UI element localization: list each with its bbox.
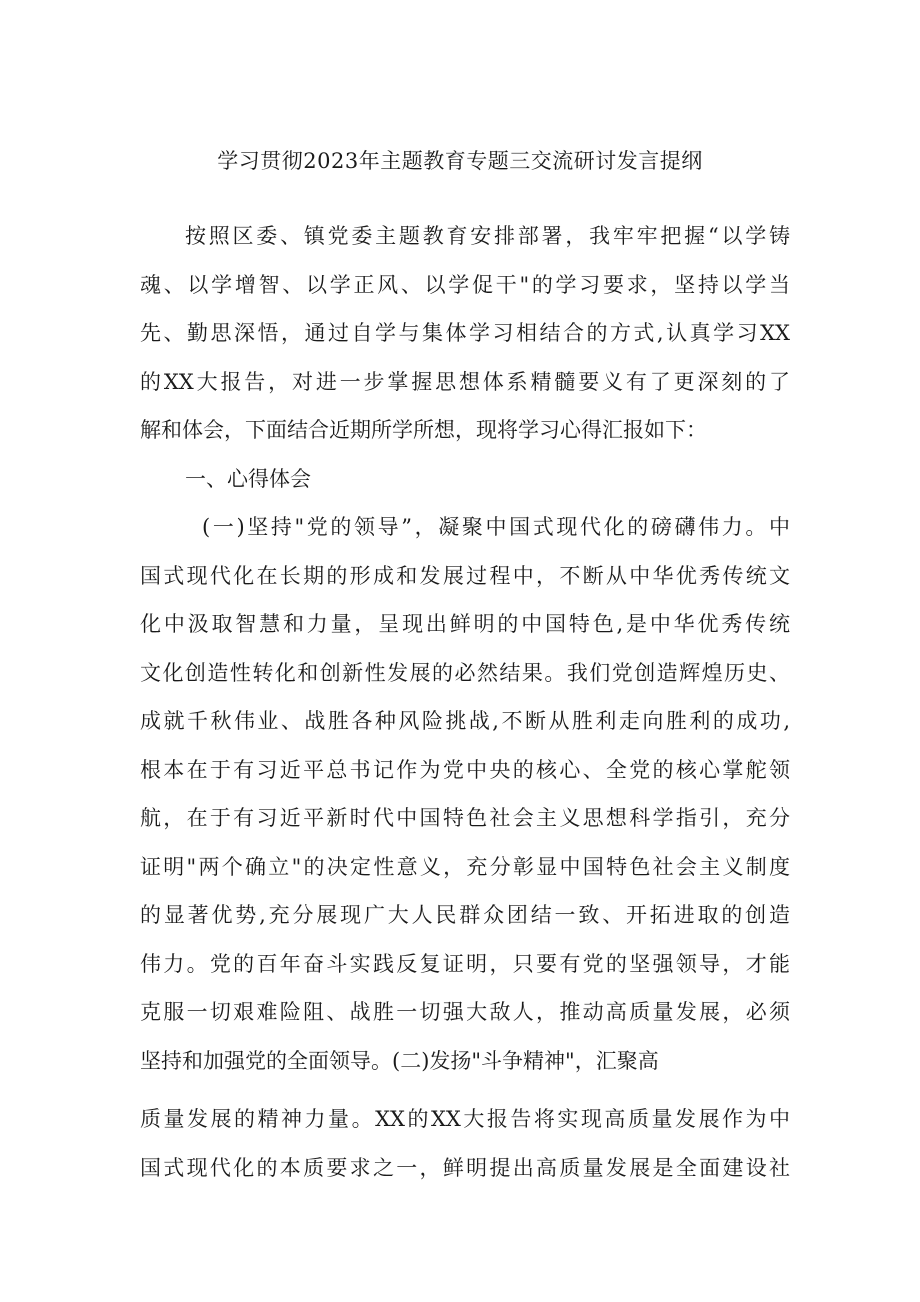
paragraph-line: 按照区委、镇党委主题教育安排部署，我牢牢把握“以学铸	[185, 224, 790, 248]
continuation-paragraph	[140, 1095, 790, 1192]
paragraph-line: 先、勤思深悟，通过自学与集体学习相结合的方式,认真学习XX	[140, 321, 790, 345]
paragraph-line: 伟力。党的百年奋斗实践反复证明，只要有党的坚强领导，才能	[140, 951, 790, 976]
document-title: 学习贯彻2023年主题教育专题三交流研讨发言提纲	[217, 149, 703, 173]
paragraph-line: 成就千秋伟业、战胜各种风险挑战,不断从胜利走向胜利的成功,	[140, 709, 790, 733]
paragraph-line: 国式现代化的本质要求之一，鲜明提出高质量发展是全面建设社	[140, 1155, 790, 1180]
paragraph-line: (一)坚持"党的领导”，凝聚中国式现代化的磅礴伟力。中	[202, 515, 790, 539]
paragraph-line: 质量发展的精神力量。XX的XX大报告将实现高质量发展作为中	[140, 1107, 790, 1131]
paragraph-line: 根本在于有习近平总书记作为党中央的核心、全党的核心掌舵领	[140, 757, 790, 782]
paragraph-line: 证明"两个确立"的决定性意义，充分彰显中国特色社会主义制度	[140, 854, 790, 879]
paragraph-line: 克服一切艰难险阻、战胜一切强大敌人，推动高质量发展，必须	[140, 1000, 790, 1024]
paragraph-line: 文化创造性转化和创新性发展的必然结果。我们党创造辉煌历史、	[140, 660, 790, 685]
paragraph-line: 的显著优势,充分展现广大人民群众团结一致、开拓进取的创造	[140, 903, 790, 927]
paragraph-line: 魂、以学增智、以学正风、以学促干"的学习要求，坚持以学当	[140, 272, 790, 297]
intro-paragraph	[140, 212, 790, 1085]
paragraph-line: 坚持和加强党的全面领导。(二)发扬"斗争精神"，汇聚高	[140, 1048, 659, 1073]
paragraph-line: 航，在于有习近平新时代中国特色社会主义思想科学指引，充分	[140, 806, 790, 830]
paragraph-line: 解和体会，下面结合近期所学所想，现将学习心得汇报如下：	[140, 418, 707, 442]
paragraph-line: 化中汲取智慧和力量，呈现出鲜明的中国特色,是中华优秀传统	[140, 612, 790, 636]
section-heading: 一、心得体会	[185, 466, 311, 491]
paragraph-line: 的XX大报告，对进一步掌握思想体系精髓要义有了更深刻的了	[140, 369, 790, 394]
paragraph-line: 国式现代化在长期的形成和发展过程中，不断从中华优秀传统文	[140, 563, 790, 588]
